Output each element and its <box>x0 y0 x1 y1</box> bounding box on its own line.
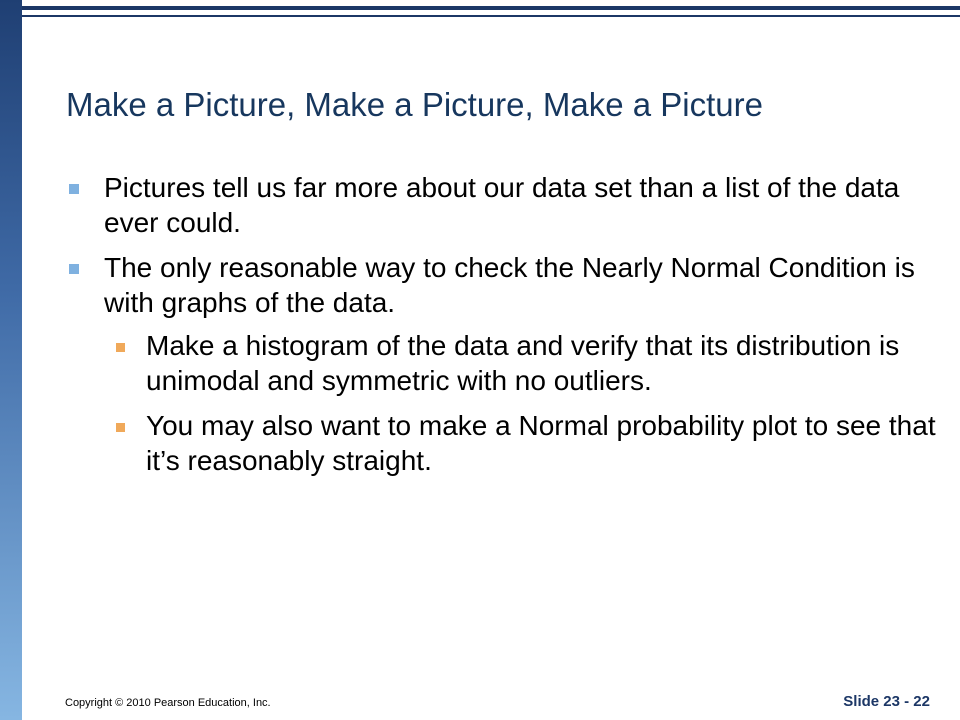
top-rule-thick <box>22 6 960 10</box>
top-decorative-rules <box>22 6 960 20</box>
sub-bullet-text: Make a histogram of the data and verify that its distribution is unimodal and symmetric with no outliers. <box>146 330 900 396</box>
slide-number: Slide 23 - 22 <box>843 693 930 710</box>
bullet-item <box>66 170 936 240</box>
sub-bullet-list <box>104 328 936 478</box>
copyright-notice: Copyright © 2010 Pearson Education, Inc. <box>65 697 271 709</box>
sub-bullet-item <box>104 408 936 478</box>
bullet-text: Pictures tell us far more about our data set than a list of the data ever could. <box>104 172 900 238</box>
sub-bullet-square-icon <box>116 423 125 432</box>
sub-bullet-item <box>104 328 936 398</box>
left-decorative-bar <box>0 0 22 720</box>
sub-bullet-text: You may also want to make a Normal probability plot to see that it’s reasonably straight. <box>146 410 936 476</box>
bullet-list <box>66 170 936 488</box>
top-rule-thin <box>22 15 960 17</box>
sub-bullet-square-icon <box>116 343 125 352</box>
slide-title: Make a Picture, Make a Picture, Make a Picture <box>66 86 763 123</box>
bullet-item <box>66 250 936 478</box>
bullet-text: The only reasonable way to check the Nearly Normal Condition is with graphs of the data. <box>104 252 915 318</box>
bullet-square-icon <box>69 264 79 274</box>
bullet-square-icon <box>69 184 79 194</box>
